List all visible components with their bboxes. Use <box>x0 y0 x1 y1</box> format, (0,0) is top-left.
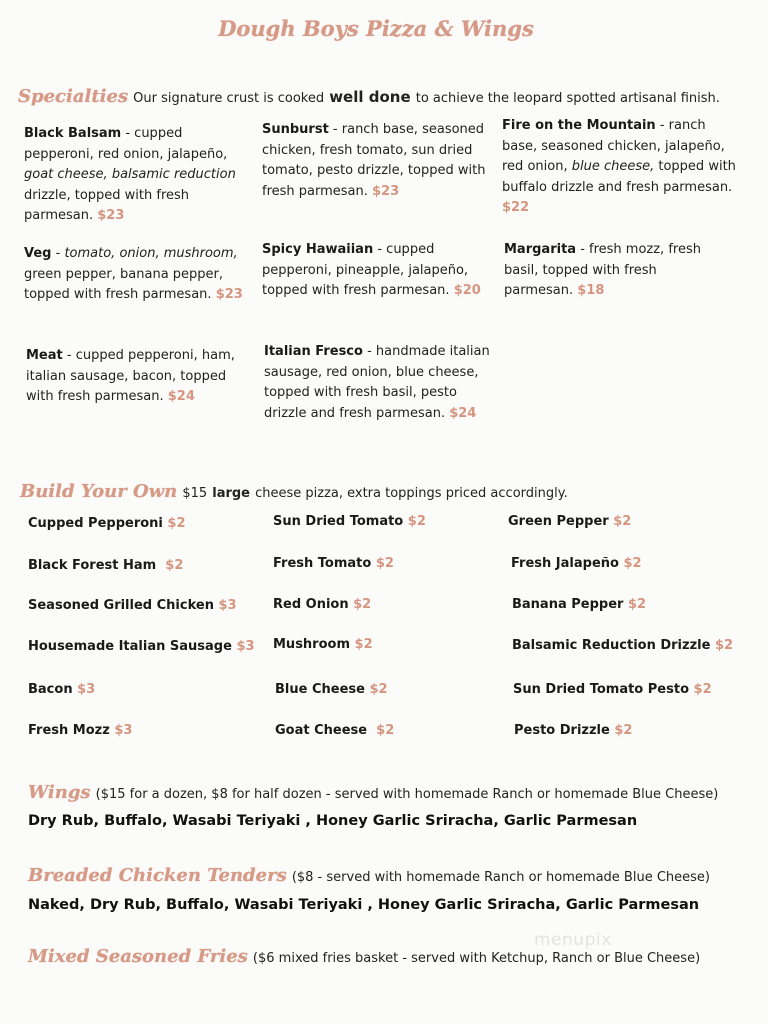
topping-name: Fresh Jalapeño <box>511 556 619 571</box>
specialty-name: Italian Fresco <box>264 344 363 359</box>
topping-item <box>508 514 631 529</box>
wings-flavors: Dry Rub, Buffalo, Wasabi Teriyaki , Honey Garlic Sriracha, Garlic Parmesan <box>28 813 638 829</box>
topping-item <box>275 723 394 738</box>
wings-header <box>28 782 718 803</box>
topping-price: $2 <box>165 558 184 573</box>
topping-name: Sun Dried Tomato <box>273 514 404 529</box>
build-note-pre: $15 <box>182 486 208 501</box>
topping-price: $2 <box>167 516 186 531</box>
build-note-post: cheese pizza, extra toppings priced accordingly. <box>255 486 568 501</box>
topping-price: $3 <box>236 639 255 654</box>
topping-name: Blue Cheese <box>275 682 365 697</box>
topping-price: $2 <box>614 723 633 738</box>
topping-name: Pesto Drizzle <box>514 723 610 738</box>
topping-name: Sun Dried Tomato Pesto <box>513 682 689 697</box>
topping-price: $3 <box>77 682 96 697</box>
specialty-desc: - cupped pepperoni, ham, italian sausage, bacon, topped with fresh parmesan. <box>26 348 235 404</box>
topping-name: Housemade Italian Sausage <box>28 639 232 654</box>
specialty-desc-end: drizzle, topped with fresh parmesan. <box>24 187 190 223</box>
topping-name: Red Onion <box>273 597 349 612</box>
topping-item <box>28 558 183 573</box>
build-note-bold: large <box>212 486 250 501</box>
tenders-heading: Breaded Chicken Tenders <box>28 865 287 886</box>
specialties-note-post: to achieve the leopard spotted artisanal finish. <box>415 91 720 106</box>
topping-price: $2 <box>613 514 632 529</box>
watermark-logo: menupix <box>534 930 612 950</box>
topping-price: $2 <box>354 637 373 652</box>
topping-name: Bacon <box>28 682 73 697</box>
topping-price: $2 <box>375 556 394 571</box>
specialty-name: Spicy Hawaiian <box>262 242 374 257</box>
tenders-header <box>28 865 710 886</box>
topping-item <box>273 514 426 529</box>
topping-name: Black Forest Ham <box>28 558 157 573</box>
specialties-note-pre: Our signature crust is cooked <box>133 91 325 106</box>
topping-price: $2 <box>353 597 372 612</box>
topping-name: Green Pepper <box>508 514 609 529</box>
specialty-price: $24 <box>167 389 195 404</box>
fries-heading: Mixed Seasoned Fries <box>28 946 248 967</box>
topping-price: $2 <box>627 597 647 612</box>
specialty-desc: - ranch base, seasoned chicken, jalapeño, red onion, <box>502 118 725 174</box>
specialty-item <box>26 346 252 408</box>
wings-heading: Wings <box>28 782 91 803</box>
specialty-item <box>262 120 494 202</box>
specialty-desc-italic: blue cheese, <box>571 159 655 174</box>
topping-item <box>28 516 186 531</box>
specialty-desc: - handmade italian sausage, red onion, blue cheese, topped with fresh basil, pesto drizzle and fresh parmesan. <box>264 344 490 421</box>
specialty-name: Veg <box>24 246 52 261</box>
topping-item <box>28 639 255 654</box>
build-heading: Build Your Own <box>20 481 178 502</box>
topping-price: $2 <box>693 682 712 697</box>
specialty-price: $23 <box>372 183 400 199</box>
menu-title: Dough Boys Pizza & Wings <box>218 16 534 41</box>
specialty-item <box>262 240 494 302</box>
specialty-name: Margarita <box>504 242 577 257</box>
specialty-item <box>264 342 490 424</box>
topping-name: Balsamic Reduction Drizzle <box>512 638 711 653</box>
topping-name: Goat Cheese <box>275 723 368 738</box>
topping-item <box>273 637 373 652</box>
tenders-note: ($8 - served with homemade Ranch or homemade Blue Cheese) <box>291 870 710 885</box>
topping-price: $3 <box>114 723 133 738</box>
topping-name: Seasoned Grilled Chicken <box>28 598 214 613</box>
topping-name: Fresh Tomato <box>273 556 372 571</box>
topping-price: $2 <box>369 682 388 697</box>
specialties-note-bold: well done <box>329 88 411 106</box>
specialties-heading: Specialties <box>18 86 129 107</box>
topping-price: $3 <box>218 598 237 613</box>
topping-item <box>514 723 632 738</box>
topping-name: Cupped Pepperoni <box>28 516 163 531</box>
specialty-price: $23 <box>215 287 243 302</box>
topping-name: Mushroom <box>273 637 351 652</box>
fries-note: ($6 mixed fries basket - served with Ketchup, Ranch or Blue Cheese) <box>252 951 701 966</box>
wings-note: ($15 for a dozen, $8 for half dozen - served with homemade Ranch or homemade Blue Cheese) <box>95 787 719 802</box>
topping-item <box>512 597 646 612</box>
specialty-price: $20 <box>453 283 481 298</box>
topping-item <box>512 638 733 653</box>
specialty-price: $24 <box>449 405 477 421</box>
specialty-desc: - <box>51 246 65 261</box>
topping-price: $2 <box>376 723 395 738</box>
specialty-name: Meat <box>26 348 63 363</box>
specialty-name: Black Balsam <box>24 126 122 141</box>
topping-item <box>28 598 237 613</box>
specialty-item <box>24 244 254 306</box>
topping-item <box>513 682 712 697</box>
topping-item <box>273 597 371 612</box>
specialty-item <box>504 240 718 302</box>
topping-price: $2 <box>714 638 734 653</box>
topping-item <box>28 723 132 738</box>
specialty-item <box>502 116 742 219</box>
specialty-desc: - cupped pepperoni, pineapple, jalapeño, topped with fresh parmesan. <box>262 242 469 298</box>
topping-name: Fresh Mozz <box>28 723 110 738</box>
tenders-flavors: Naked, Dry Rub, Buffalo, Wasabi Teriyaki , Honey Garlic Sriracha, Garlic Parmesan <box>28 897 700 913</box>
build-header <box>20 481 568 502</box>
specialties-header <box>18 86 720 107</box>
specialty-desc: - fresh mozz, fresh basil, topped with fresh parmesan. <box>504 242 701 298</box>
specialty-desc: - cupped pepperoni, red onion, jalapeño, <box>24 126 228 162</box>
specialty-price: $18 <box>577 283 605 298</box>
specialty-desc-italic: goat cheese, balsamic reduction <box>24 167 236 182</box>
topping-price: $2 <box>407 514 426 529</box>
specialty-price: $22 <box>502 200 530 215</box>
specialty-name: Sunburst <box>262 122 329 137</box>
topping-item <box>511 556 642 571</box>
specialty-price: $23 <box>97 208 125 223</box>
specialty-desc-italic: tomato, onion, mushroom, <box>64 246 238 261</box>
specialty-name: Fire on the Mountain <box>502 118 656 133</box>
specialty-item <box>24 124 254 227</box>
specialty-desc: - ranch base, seasoned chicken, fresh tomato, sun dried tomato, pesto drizzle, topped with fresh parmesan. <box>262 122 486 199</box>
specialty-desc-end: topped with buffalo drizzle and fresh parmesan. <box>502 159 736 195</box>
topping-price: $2 <box>623 556 642 571</box>
topping-item <box>273 556 394 571</box>
topping-item <box>28 682 95 697</box>
topping-name: Banana Pepper <box>512 597 624 612</box>
topping-item <box>275 682 388 697</box>
specialty-desc-end: green pepper, banana pepper, topped with fresh parmesan. <box>24 266 224 302</box>
